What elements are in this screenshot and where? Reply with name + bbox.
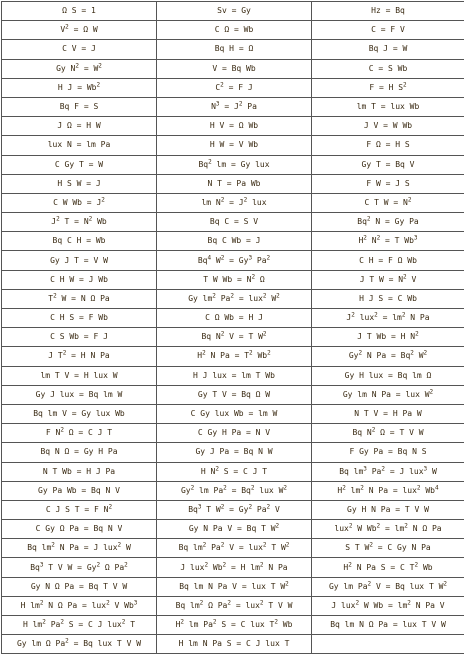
equation-cell: Gy T = Bq V [312,155,464,174]
equation-cell: $H^2$ $lm^2$ N Pa = lux$^2$ Wb$^4$ [312,481,464,500]
equation-cell: Bq N Ω = Gy H Pa [2,443,157,462]
equation-cell: H $lm^2$ N Ω Pa = lux$^2$ V Wb$^3$ [2,596,157,615]
table-row [2,558,464,577]
equation-cell: C Gy T = W [2,155,157,174]
equation-cell: Bq lm N Pa V = lux T $W^2$ [157,577,312,596]
table-row [2,596,464,615]
equation-cell: Gy N Ω Pa = Bq T V W [2,577,157,596]
table-row [2,309,464,328]
table-row [2,481,464,500]
table-row [2,347,464,366]
equation-cell: Gy$^2$ lm $Pa^2 = Bq^2$ lux $W^2$ [157,481,312,500]
equation-cell: $N^3 = J^2$ Pa [157,97,312,116]
table-row [2,539,464,558]
equation-cell: $H^2$ $N^2 = T$ Wb$^3$ [312,232,464,251]
equation-cell: Bq$^2$ N = Gy Pa [312,213,464,232]
equation-cell: Bq lm V = Gy lux Wb [2,404,157,423]
table-row [2,21,464,40]
equation-cell: Bq$^3$ T $W^2 = Gy^2$ Pa$^2$ V [157,500,312,519]
equation-cell: Bq$^4$ $W^2 = Gy^3$ Pa$^2$ [157,251,312,270]
table-row [2,174,464,193]
table-row [2,635,464,654]
table-row [2,616,464,635]
equation-cell: H $N^2$ S = C J T [157,462,312,481]
equation-cell: Bq$^3$ T V $W = Gy^2$ Ω Pa$^2$ [2,558,157,577]
equation-cell: Gy $N^2 = W^2$ [2,59,157,78]
equation-cell: lux$^2$ W $Wb^2 = lm^2$ N Ω Pa [312,520,464,539]
equation-cell: C S Wb = F J [2,328,157,347]
equation-table-container [1,1,464,654]
equation-cell: H S W = J [2,174,157,193]
equation-cell: lux N = lm Pa [2,136,157,155]
equation-cell: Bq C = S V [157,213,312,232]
table-row [2,404,464,423]
equation-cell: F = H $S^2$ [312,78,464,97]
table-row [2,500,464,519]
table-row [2,232,464,251]
equation-cell: Gy T V = Bq Ω W [157,385,312,404]
equation-cell: Bq J = W [312,40,464,59]
equation-cell: Ω S = 1 [2,2,157,21]
equation-cell: $H^2$ lm Pa$^2$ S = C lux $T^2$ Wb [157,616,312,635]
equation-cell: $J^2$ $lux^2 = lm^2$ N Pa [312,309,464,328]
equation-cell: C V = J [2,40,157,59]
equation-cell: C Gy Ω Pa = Bq N V [2,520,157,539]
equation-cell: Hz = Bq [312,2,464,21]
table-row [2,366,464,385]
equation-cell: C W $Wb = J^2$ [2,193,157,212]
table-row [2,577,464,596]
equation-cell: lm T = lux Wb [312,97,464,116]
table-row [2,289,464,308]
equation-cell: J $T^2 = H$ N Pa [2,347,157,366]
equation-cell: C = F V [312,21,464,40]
table-row [2,424,464,443]
equation-cell: Bq $lm^2$ Ω $Pa^2 = lux^2$ T V W [157,596,312,615]
equation-cell: S T $W^2 = C$ Gy N Pa [312,539,464,558]
equation-cell: C Gy lux Wb = lm W [157,404,312,423]
equation-cell: Gy$^2$ N $Pa = Bq^2$ $W^2$ [312,347,464,366]
equation-cell: F W = J S [312,174,464,193]
equation-cell: Gy N Pa V = Bq T $W^2$ [157,520,312,539]
equation-cell: F Ω = H S [312,136,464,155]
table-row [2,328,464,347]
equation-cell: T W $Wb = N^2$ Ω [157,270,312,289]
equation-cell: C Ω Wb = H J [157,309,312,328]
table-row [2,117,464,136]
equation-cell: Bq $lm^2$ N Pa = J lux$^2$ W [2,539,157,558]
equation-cell: J lux$^2$ W $Wb = lm^2$ N Pa V [312,596,464,615]
table-row [2,385,464,404]
table-row [2,78,464,97]
table-row [2,2,464,21]
equation-cell: Gy lm Pa$^2$ V = Bq lux T $W^2$ [312,577,464,596]
unit-equation-table [1,1,464,654]
equation-cell: J V = W Wb [312,117,464,136]
equation-cell: Gy H N Pa = T V W [312,500,464,519]
equation-cell: V = Bq Wb [157,59,312,78]
table-row [2,270,464,289]
equation-table-body [2,2,464,654]
equation-cell: $H^2$ N Pa S = C $T^2$ Wb [312,558,464,577]
equation-cell: H J lux = lm T Wb [157,366,312,385]
equation-cell: H lm N Pa S = C J lux T [157,635,312,654]
table-row [2,193,464,212]
equation-cell: C H S = F Wb [2,309,157,328]
equation-cell: $J^2$ $T = N^2$ Wb [2,213,157,232]
equation-cell: Gy J Pa = Bq N W [157,443,312,462]
equation-cell: Bq H = Ω [157,40,312,59]
equation-cell: C H = F Ω Wb [312,251,464,270]
equation-cell: N T V = H Pa W [312,404,464,423]
table-row [2,443,464,462]
table-row [2,136,464,155]
equation-cell: Gy Pa Wb = Bq N V [2,481,157,500]
equation-cell: J lux$^2$ $Wb^2 = H$ $lm^2$ N Pa [157,558,312,577]
table-row [2,251,464,270]
table-row [2,155,464,174]
equation-cell: C Ω = Wb [157,21,312,40]
equation-cell: Bq$^2$ lm = Gy lux [157,155,312,174]
table-row [2,462,464,481]
equation-cell: lm T V = H lux W [2,366,157,385]
equation-cell: J T Wb = H $N^2$ [312,328,464,347]
equation-cell: J T $W = N^2$ V [312,270,464,289]
equation-cell: Gy J T = V W [2,251,157,270]
equation-cell: H $J = Wb^2$ [2,78,157,97]
equation-cell: F $N^2$ Ω = C J T [2,424,157,443]
equation-cell: H $lm^2$ Pa$^2$ S = C J lux$^2$ T [2,616,157,635]
equation-cell: Bq C Wb = J [157,232,312,251]
equation-cell: Bq $N^2$ Ω = T V W [312,424,464,443]
equation-cell: Gy lm Ω $Pa^2 = Bq$ lux T V W [2,635,157,654]
equation-cell: $V^2 = \Omega$ W [2,21,157,40]
equation-cell: Gy $lm^2$ $Pa^2 = lux^2$ $W^2$ [157,289,312,308]
equation-cell: C Gy H Pa = N V [157,424,312,443]
table-row [2,213,464,232]
equation-cell: H V = Ω Wb [157,117,312,136]
equation-cell: Bq F = S [2,97,157,116]
equation-cell: $C^2 = F$ J [157,78,312,97]
equation-cell: C J S T = F $N^2$ [2,500,157,519]
equation-cell: Bq C H = Wb [2,232,157,251]
equation-cell: Gy H lux = Bq lm Ω [312,366,464,385]
table-row [2,59,464,78]
equation-cell: C T $W = N^2$ [312,193,464,212]
equation-cell: J Ω = H W [2,117,157,136]
equation-cell: Bq $lm^2$ Pa$^2$ V = lux$^2$ T $W^2$ [157,539,312,558]
equation-cell: Gy lm N Pa = lux $W^2$ [312,385,464,404]
equation-cell [312,635,464,654]
equation-cell: lm $N^2 = J^2$ lux [157,193,312,212]
equation-cell: C = S Wb [312,59,464,78]
equation-cell: Bq lm N Ω Pa = lux T V W [312,616,464,635]
equation-cell: Sv = Gy [157,2,312,21]
equation-cell: Gy J lux = Bq lm W [2,385,157,404]
table-row [2,97,464,116]
equation-cell: H J S = C Wb [312,289,464,308]
equation-cell: N T Wb = H J Pa [2,462,157,481]
table-row [2,40,464,59]
equation-cell: $H^2$ N $Pa = T^2$ Wb$^2$ [157,347,312,366]
equation-cell: Bq $N^2$ V = T $W^2$ [157,328,312,347]
equation-cell: H W = V Wb [157,136,312,155]
table-row [2,520,464,539]
equation-cell: F Gy Pa = Bq N S [312,443,464,462]
equation-cell: C H W = J Wb [2,270,157,289]
equation-cell: Bq $lm^3$ $Pa^2 = J$ lux$^3$ W [312,462,464,481]
equation-cell: N T = Pa Wb [157,174,312,193]
equation-cell: $T^2$ W = N Ω Pa [2,289,157,308]
